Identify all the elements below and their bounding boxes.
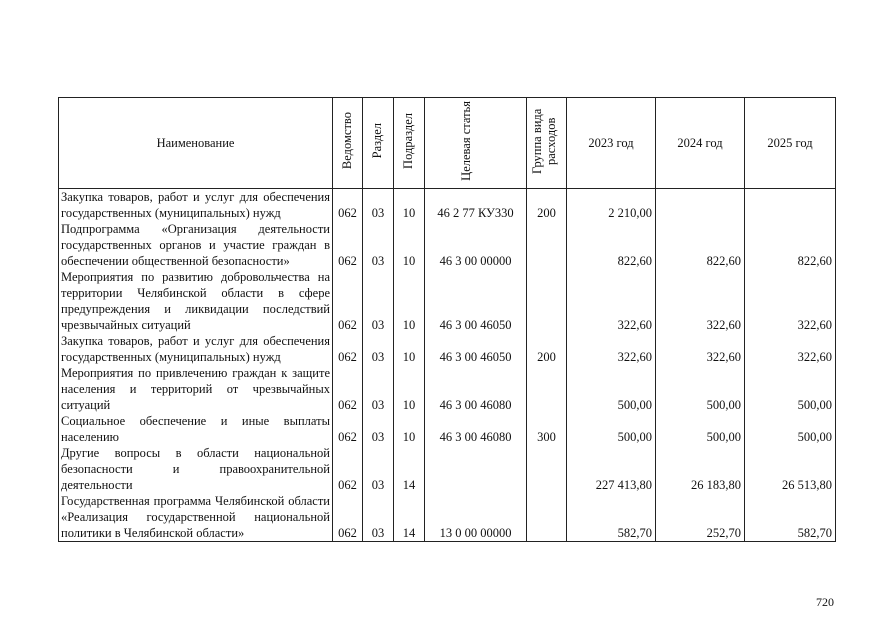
row-target — [425, 445, 527, 493]
row-2023: 322,60 — [567, 333, 656, 365]
row-target: 46 3 00 46080 — [425, 413, 527, 445]
row-group — [527, 269, 567, 333]
row-2024: 322,60 — [656, 269, 745, 333]
header-target: Целевая статья — [425, 98, 527, 189]
row-section: 03 — [363, 413, 394, 445]
row-group: 300 — [527, 413, 567, 445]
row-2023: 500,00 — [567, 413, 656, 445]
table-row — [59, 221, 836, 269]
row-2023: 227 413,80 — [567, 445, 656, 493]
row-section: 03 — [363, 333, 394, 365]
header-2025: 2025 год — [745, 98, 836, 189]
row-2024: 500,00 — [656, 365, 745, 413]
row-name: Государственная программа Челябинской области «Реализация государственной национальной политики в Челябинской области» — [59, 493, 333, 542]
table-row — [59, 493, 836, 542]
row-name: Мероприятия по развитию добровольчества на территории Челябинской области в сфере предупреждения и ликвидации последствий чрезвычайных ситуаций — [59, 269, 333, 333]
row-subsection: 10 — [394, 221, 425, 269]
row-2024: 322,60 — [656, 333, 745, 365]
header-2023: 2023 год — [567, 98, 656, 189]
row-subsection: 10 — [394, 413, 425, 445]
row-name: Закупка товаров, работ и услуг для обеспечения государственных (муниципальных) нужд — [59, 189, 333, 222]
header-row — [59, 98, 836, 189]
row-group — [527, 365, 567, 413]
row-subsection: 10 — [394, 365, 425, 413]
table-row — [59, 445, 836, 493]
row-name: Социальное обеспечение и иные выплаты населению — [59, 413, 333, 445]
table-row — [59, 269, 836, 333]
row-section: 03 — [363, 365, 394, 413]
row-dept: 062 — [333, 493, 363, 542]
row-target: 13 0 00 00000 — [425, 493, 527, 542]
row-section: 03 — [363, 269, 394, 333]
row-subsection: 10 — [394, 189, 425, 222]
page-number: 720 — [816, 595, 834, 609]
row-2025: 582,70 — [745, 493, 836, 542]
header-name: Наименование — [59, 98, 333, 189]
row-target: 46 3 00 46050 — [425, 269, 527, 333]
table-row — [59, 413, 836, 445]
header-group: Группа вида расходов — [527, 98, 567, 189]
row-2023: 582,70 — [567, 493, 656, 542]
row-dept: 062 — [333, 269, 363, 333]
row-dept: 062 — [333, 365, 363, 413]
row-subsection: 10 — [394, 333, 425, 365]
row-target: 46 3 00 46080 — [425, 365, 527, 413]
row-group — [527, 493, 567, 542]
row-2024: 822,60 — [656, 221, 745, 269]
row-dept: 062 — [333, 221, 363, 269]
row-2023: 822,60 — [567, 221, 656, 269]
row-group — [527, 445, 567, 493]
row-2025: 822,60 — [745, 221, 836, 269]
row-section: 03 — [363, 189, 394, 222]
row-group: 200 — [527, 189, 567, 222]
row-group: 200 — [527, 333, 567, 365]
row-subsection: 10 — [394, 269, 425, 333]
row-dept: 062 — [333, 445, 363, 493]
row-2024: 252,70 — [656, 493, 745, 542]
row-2025: 322,60 — [745, 269, 836, 333]
budget-table — [58, 97, 836, 542]
row-dept: 062 — [333, 333, 363, 365]
header-section: Раздел — [363, 98, 394, 189]
row-section: 03 — [363, 445, 394, 493]
row-section: 03 — [363, 493, 394, 542]
row-name: Другие вопросы в области национальной безопасности и правоохранительной деятельности — [59, 445, 333, 493]
row-2024: 500,00 — [656, 413, 745, 445]
table-row — [59, 365, 836, 413]
row-target: 46 3 00 46050 — [425, 333, 527, 365]
row-2025: 26 513,80 — [745, 445, 836, 493]
row-2025: 322,60 — [745, 333, 836, 365]
row-2023: 500,00 — [567, 365, 656, 413]
row-target: 46 2 77 КУ330 — [425, 189, 527, 222]
row-2024: 26 183,80 — [656, 445, 745, 493]
row-2023: 322,60 — [567, 269, 656, 333]
row-name: Подпрограмма «Организация деятельности государственных органов и участие граждан в обеспечении общественной безопасности» — [59, 221, 333, 269]
row-2025: 500,00 — [745, 413, 836, 445]
row-2025 — [745, 189, 836, 222]
row-2024 — [656, 189, 745, 222]
row-section: 03 — [363, 221, 394, 269]
table-row — [59, 333, 836, 365]
row-name: Мероприятия по привлечению граждан к защите населения и территорий от чрезвычайных ситуаций — [59, 365, 333, 413]
row-subsection: 14 — [394, 445, 425, 493]
row-target: 46 3 00 00000 — [425, 221, 527, 269]
row-subsection: 14 — [394, 493, 425, 542]
header-subsection: Подраздел — [394, 98, 425, 189]
row-2023: 2 210,00 — [567, 189, 656, 222]
header-2024: 2024 год — [656, 98, 745, 189]
row-dept: 062 — [333, 413, 363, 445]
row-group — [527, 221, 567, 269]
table-row — [59, 189, 836, 222]
row-2025: 500,00 — [745, 365, 836, 413]
header-dept: Ведомство — [333, 98, 363, 189]
row-name: Закупка товаров, работ и услуг для обеспечения государственных (муниципальных) нужд — [59, 333, 333, 365]
row-dept: 062 — [333, 189, 363, 222]
